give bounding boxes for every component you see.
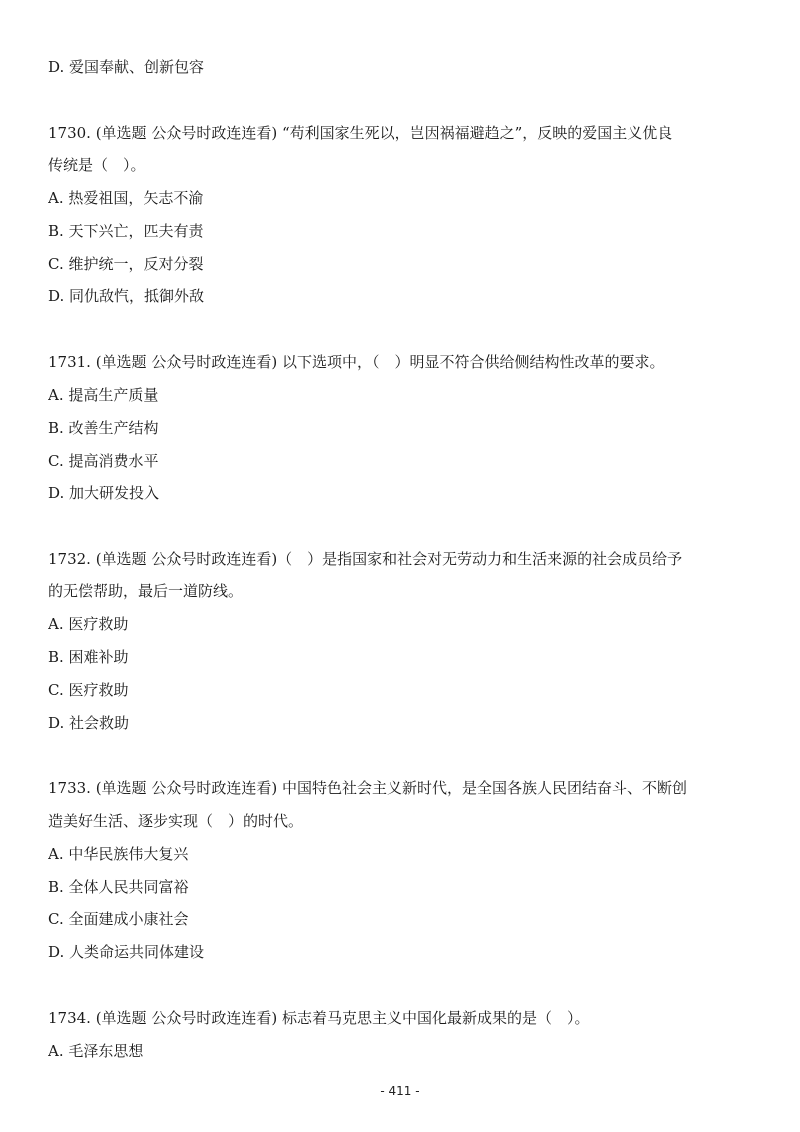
question-1730-option-a: A. 热爱祖国，矢志不渝 — [48, 189, 204, 207]
question-1733-option-b: B. 全体人民共同富裕 — [48, 878, 189, 896]
question-1731-option-a: A. 提高生产质量 — [48, 386, 159, 404]
question-1730-option-d: D. 同仇敌忾，抵御外敌 — [48, 287, 205, 305]
question-1730-stem-cont: 传统是（ ）。 — [48, 156, 146, 174]
page-number: - 411 - — [380, 1084, 420, 1098]
question-1731-option-d: D. 加大研发投入 — [48, 484, 160, 502]
question-1730-option-c: C. 维护统一，反对分裂 — [48, 255, 204, 273]
question-1732-option-d: D. 社会救助 — [48, 714, 130, 732]
question-1731-stem: 1731. (单选题 公众号时政连连看) 以下选项中，（ ）明显不符合供给侧结构性改革的要求。 — [48, 353, 665, 371]
question-1730-option-b: B. 天下兴亡，匹夫有责 — [48, 222, 204, 240]
question-1732-stem-cont: 的无偿帮助，最后一道防线。 — [48, 582, 244, 600]
question-1733-stem: 1733. (单选题 公众号时政连连看) 中国特色社会主义新时代，是全国各族人民团结奋斗、不断创 — [48, 779, 687, 797]
question-1730-stem: 1730. (单选题 公众号时政连连看) “苟利国家生死以，岂因祸福避趋之”，反映的爱国主义优良 — [48, 124, 673, 142]
question-1733-stem-cont: 造美好生活、逐步实现（ ）的时代。 — [48, 812, 304, 830]
question-1731-option-c: C. 提高消费水平 — [48, 452, 159, 470]
question-1732-option-b: B. 困难补助 — [48, 648, 129, 666]
question-1733-option-d: D. 人类命运共同体建设 — [48, 943, 205, 961]
question-1733-option-c: C. 全面建成小康社会 — [48, 910, 189, 928]
question-1731-option-b: B. 改善生产结构 — [48, 419, 159, 437]
question-1732-option-a: A. 医疗救助 — [48, 615, 129, 633]
question-1733-option-a: A. 中华民族伟大复兴 — [48, 845, 189, 863]
option-d-prev: D. 爱国奉献、创新包容 — [48, 58, 205, 76]
question-1732-option-c: C. 医疗救助 — [48, 681, 129, 699]
question-1732-stem: 1732. (单选题 公众号时政连连看)（ ）是指国家和社会对无劳动力和生活来源的社会成员给予 — [48, 550, 683, 568]
question-1734-option-a: A. 毛泽东思想 — [48, 1042, 144, 1060]
question-1734-stem: 1734. (单选题 公众号时政连连看) 标志着马克思主义中国化最新成果的是（ ）。 — [48, 1009, 590, 1027]
